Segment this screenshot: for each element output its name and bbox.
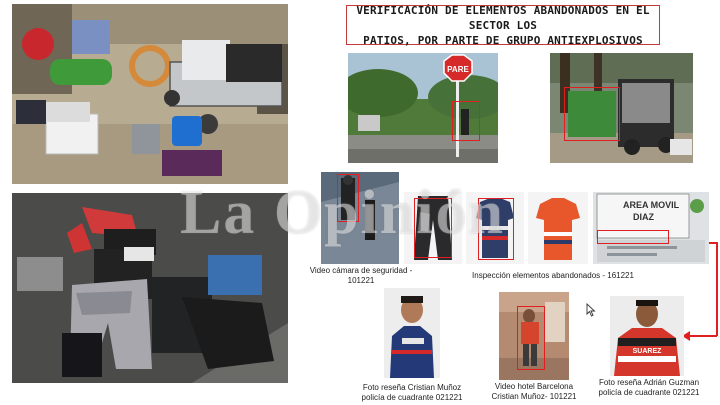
caption-hotel-video-line2: Cristian Muñoz- 101221 <box>491 392 577 401</box>
caption-security-camera-line1: Video cámara de seguridad - <box>309 266 413 275</box>
photo-cart-under-tree <box>550 53 693 163</box>
store-sign-line2: DIAZ <box>633 212 654 222</box>
caption-photo-cristian-line2: policía de cuadrante 021221 <box>361 393 463 402</box>
caption-photo-adrian-line2: policía de cuadrante 021221 <box>598 388 700 397</box>
highlight-store-sign <box>597 230 669 244</box>
connector-line-sign-horizontal <box>709 242 717 244</box>
caption-photo-adrian-line1: Foto reseña Adrián Guzman <box>598 378 700 387</box>
caption-hotel-video <box>475 382 593 402</box>
clothes-scene <box>12 193 288 383</box>
photo-clothes-on-ground <box>12 193 288 383</box>
cristian-portrait <box>384 288 440 378</box>
caption-photo-adrian <box>590 378 708 398</box>
security-camera-scene <box>321 172 399 264</box>
photo-abandoned-cart <box>12 4 288 184</box>
photo-stop-sign-street <box>348 53 498 163</box>
photo-item-striped-shirt <box>466 192 524 264</box>
photo-hotel-barcelona <box>499 292 569 380</box>
adrian-portrait <box>610 296 684 376</box>
caption-inspection-text: Inspección elementos abandonados - 161221 <box>472 271 634 280</box>
watermark-la-opinion: La Opinión <box>180 179 505 247</box>
store-sign-image <box>593 192 709 264</box>
photo-store-sign <box>593 192 709 264</box>
slide-title-line2: PATIOS, POR PARTE DE GRUPO ANTIEXPLOSIVOS <box>363 33 643 47</box>
highlight-striped-shirt <box>478 198 514 260</box>
photo-security-camera <box>321 172 399 264</box>
orange-shirt-image <box>528 192 588 264</box>
highlight-cart-under-tree <box>564 87 620 141</box>
photo-cristian-munoz <box>384 288 440 378</box>
highlight-person-camera <box>337 174 359 222</box>
caption-photo-cristian <box>350 383 474 403</box>
caption-photo-cristian-line1: Foto reseña Cristian Muñoz <box>362 383 462 392</box>
highlight-black-pants <box>414 198 452 258</box>
caption-hotel-video-line1: Video hotel Barcelona <box>494 382 574 391</box>
slide-title-box <box>346 5 660 45</box>
photo-item-black-pants <box>404 192 462 264</box>
caption-inspection <box>458 271 648 281</box>
caption-security-camera <box>302 266 420 286</box>
adrian-shirt-print: SUAREZ <box>632 348 662 355</box>
photo-adrian-guzman <box>610 296 684 376</box>
connector-line-right-horizontal <box>690 335 717 337</box>
highlight-person-stop-sign <box>452 101 480 141</box>
caption-security-camera-line2: 101221 <box>347 276 375 285</box>
slide-title-line1: VERIFICACIÓN DE ELEMENTOS ABANDONADOS EN EL SECTOR LOS <box>356 3 650 32</box>
highlight-person-hotel <box>517 306 545 370</box>
store-sign-line1: AREA MOVIL <box>623 200 680 210</box>
slide-title <box>347 3 659 48</box>
connector-line-right-vertical <box>716 242 718 336</box>
photo-item-orange-shirt <box>528 192 588 264</box>
abandoned-cart-scene <box>12 4 288 184</box>
stop-sign-label: PARE <box>447 65 469 74</box>
